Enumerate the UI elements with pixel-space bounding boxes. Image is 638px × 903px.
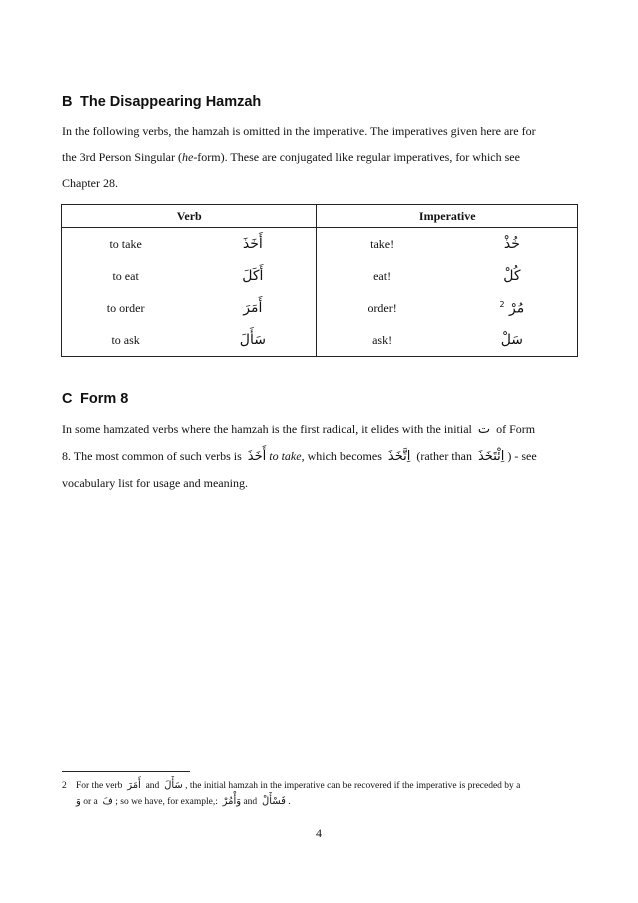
imperative-english: eat! bbox=[317, 260, 447, 292]
footnote-marker: 2 bbox=[499, 299, 505, 309]
arabic-word: وَ bbox=[76, 796, 81, 807]
header-verb: Verb bbox=[62, 205, 317, 228]
arabic-word: أَخَذَ bbox=[247, 449, 267, 464]
arabic-word: اِئْتَخَذَ bbox=[477, 449, 505, 464]
verb-arabic: سَأَلَ bbox=[189, 324, 317, 357]
section-b-paragraph bbox=[62, 118, 577, 196]
text-span: , which becomes bbox=[301, 449, 382, 463]
footnote-line bbox=[62, 778, 582, 794]
header-imperative: Imperative bbox=[317, 205, 578, 228]
section-b-title: The Disappearing Hamzah bbox=[80, 94, 262, 110]
arabic-word: فَسْأَلْ bbox=[261, 796, 286, 807]
text-span: and bbox=[243, 797, 258, 807]
section-c-letter: C bbox=[62, 391, 73, 407]
footnote-divider bbox=[62, 771, 190, 772]
verb-table bbox=[61, 204, 578, 357]
para-line bbox=[62, 443, 577, 470]
para-line bbox=[62, 144, 577, 170]
italic-span: to take bbox=[269, 449, 302, 463]
section-c-heading bbox=[62, 391, 128, 407]
arabic-word: فَ bbox=[102, 796, 113, 807]
section-b-heading bbox=[62, 94, 261, 110]
footnote-number: 2 bbox=[62, 781, 67, 791]
imperative-arabic-text: سَلْ bbox=[500, 332, 524, 348]
arabic-word: سَأَلَ bbox=[164, 780, 183, 791]
para-line: vocabulary list for usage and meaning. bbox=[62, 476, 248, 490]
text-span: For the verb bbox=[76, 781, 123, 791]
text-span: 8. The most common of such verbs is bbox=[62, 449, 242, 463]
para-line: In the following verbs, the hamzah is omitted in the imperative. The imperatives given here are for bbox=[62, 124, 536, 138]
imperative-arabic-text: خُذْ bbox=[503, 236, 520, 252]
verb-english: to eat bbox=[62, 260, 190, 292]
footnote-line bbox=[62, 794, 582, 810]
text-span: of Form bbox=[496, 422, 536, 436]
imperative-arabic bbox=[447, 228, 578, 261]
text-span: . bbox=[288, 797, 291, 807]
imperative-arabic bbox=[447, 260, 578, 292]
arabic-word: وَأْمُرْ bbox=[222, 796, 242, 807]
page-number: 4 bbox=[316, 826, 322, 840]
text-span: or a bbox=[83, 797, 98, 807]
text-span: In some hamzated verbs where the hamzah is the first radical, it elides with the initial bbox=[62, 422, 472, 436]
table-row bbox=[62, 292, 578, 324]
verb-english: to ask bbox=[62, 324, 190, 357]
imperative-arabic bbox=[447, 324, 578, 357]
italic-span: he bbox=[181, 150, 194, 164]
text-span: , the initial hamzah in the imperative can be recovered if the imperative is preceded by a bbox=[185, 781, 521, 791]
text-span: -form). These are conjugated like regular imperatives, for which see bbox=[193, 150, 520, 164]
arabic-word: اِتَّخَذَ bbox=[387, 449, 411, 464]
text-span: ) - see bbox=[507, 449, 537, 463]
section-c-title: Form 8 bbox=[80, 391, 129, 407]
verb-arabic: أَمَرَ bbox=[243, 300, 263, 316]
footnote bbox=[62, 778, 582, 810]
section-c-paragraph bbox=[62, 416, 577, 496]
table-header-row bbox=[62, 205, 578, 228]
table-row bbox=[62, 228, 578, 261]
imperative-english: ask! bbox=[317, 324, 447, 357]
text-span: (rather than bbox=[416, 449, 472, 463]
table-row bbox=[62, 324, 578, 357]
verb-arabic: أَكَلَ bbox=[242, 268, 264, 284]
text-span: and bbox=[145, 781, 160, 791]
table-row bbox=[62, 260, 578, 292]
imperative-arabic-text: مُرْ bbox=[509, 300, 525, 317]
verb-english: to order bbox=[62, 292, 190, 324]
imperative-english: order! bbox=[317, 292, 447, 324]
imperative-english: take! bbox=[317, 228, 447, 261]
para-line: Chapter 28. bbox=[62, 176, 118, 190]
text-span: the 3rd Person Singular ( bbox=[62, 150, 182, 164]
verb-arabic: أَخَذَ bbox=[242, 236, 263, 252]
para-line bbox=[62, 416, 577, 443]
verb-english: to take bbox=[62, 228, 190, 261]
imperative-arabic-text: كُلْ bbox=[503, 268, 521, 284]
arabic-word: أَمَرَ bbox=[127, 780, 141, 791]
text-span: ; so we have, for example,: bbox=[115, 797, 218, 807]
imperative-arabic bbox=[447, 292, 578, 324]
arabic-word: ت bbox=[477, 422, 491, 437]
section-b-letter: B bbox=[62, 94, 73, 110]
